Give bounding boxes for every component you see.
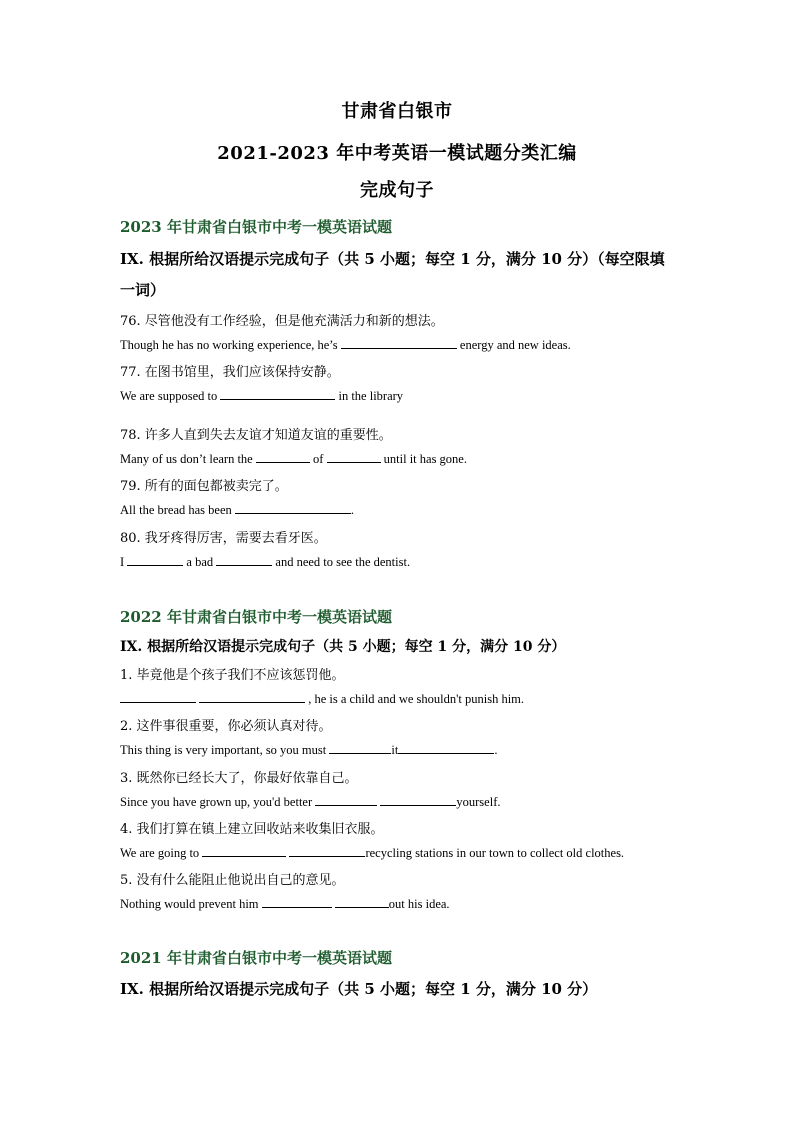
doc-title-region: 甘肃省白银市 (341, 101, 453, 122)
answer-blank[interactable] (262, 896, 332, 908)
question-2-cn: 2. 这件事很重要，你必须认真对待。 (120, 719, 332, 734)
question-78-cn: 78. 许多人直到失去友谊才知道友谊的重要性。 (120, 428, 392, 443)
question-76-en: Though he has no working experience, he’s energy and new ideas. (120, 338, 571, 352)
question-79-cn: 79. 所有的面包都被卖完了。 (120, 479, 288, 494)
answer-blank[interactable] (127, 554, 183, 566)
doc-title-topic: 完成句子 (360, 180, 434, 201)
doc-title-main: 2021-2023 年中考英语一模试题分类汇编 (217, 143, 577, 164)
answer-blank[interactable] (120, 691, 196, 703)
question-4-cn: 4. 我们打算在镇上建立回收站来收集旧衣服。 (120, 822, 384, 837)
answer-blank[interactable] (380, 794, 456, 806)
section-instruction-2023-cont: 一词） (120, 281, 166, 299)
question-80-cn: 80. 我牙疼得厉害，需要去看牙医。 (120, 531, 327, 546)
answer-blank[interactable] (341, 337, 457, 349)
answer-blank[interactable] (202, 845, 286, 857)
section-instruction-2021: IX. 根据所给汉语提示完成句子（共 5 小题；每空 1 分，满分 10 分） (120, 980, 598, 998)
question-76-cn: 76. 尽管他没有工作经验，但是他充满活力和新的想法。 (120, 314, 444, 329)
answer-blank[interactable] (335, 896, 389, 908)
question-1-cn: 1. 毕竟他是个孩子我们不应该惩罚他。 (120, 668, 345, 683)
answer-blank[interactable] (235, 502, 351, 514)
answer-blank[interactable] (199, 691, 305, 703)
section-instruction-2022: IX. 根据所给汉语提示完成句子（共 5 小题；每空 1 分，满分 10 分） (120, 639, 566, 655)
answer-blank[interactable] (315, 794, 377, 806)
question-2-en: This thing is very important, so you must it . (120, 743, 498, 757)
question-4-en: We are going to recycling stations in our town to collect old clothes. (120, 846, 625, 860)
question-77-cn: 77. 在图书馆里，我们应该保持安静。 (120, 365, 340, 380)
answer-blank[interactable] (289, 845, 365, 857)
section-heading-2022: 2022 年甘肃省白银市中考一模英语试题 (120, 608, 392, 626)
answer-blank[interactable] (327, 451, 381, 463)
answer-blank[interactable] (216, 554, 272, 566)
answer-blank[interactable] (220, 388, 335, 400)
section-heading-2023: 2023 年甘肃省白银市中考一模英语试题 (120, 218, 392, 236)
question-1-en: , he is a child and we shouldn't punish him. (120, 691, 524, 707)
answer-blank[interactable] (256, 451, 310, 463)
question-5-cn: 5. 没有什么能阻止他说出自己的意见。 (120, 873, 345, 888)
section-heading-2021: 2021 年甘肃省白银市中考一模英语试题 (120, 949, 392, 967)
question-3-cn: 3. 既然你已经长大了，你最好依靠自己。 (120, 771, 358, 786)
section-instruction-2023: IX. 根据所给汉语提示完成句子（共 5 小题；每空 1 分，满分 10 分）（每空限填 (120, 250, 665, 268)
question-3-en: Since you have grown up, you'd better yourself. (120, 795, 501, 809)
question-78-en: Many of us don’t learn the of until it has gone. (120, 452, 467, 466)
answer-blank[interactable] (329, 742, 391, 754)
question-79-en: All the bread has been . (120, 503, 355, 517)
question-80-en: I a bad and need to see the dentist. (120, 555, 411, 569)
answer-blank[interactable] (398, 742, 494, 754)
question-5-en: Nothing would prevent him out his idea. (120, 897, 450, 911)
question-77-en: We are supposed to in the library (120, 389, 404, 403)
